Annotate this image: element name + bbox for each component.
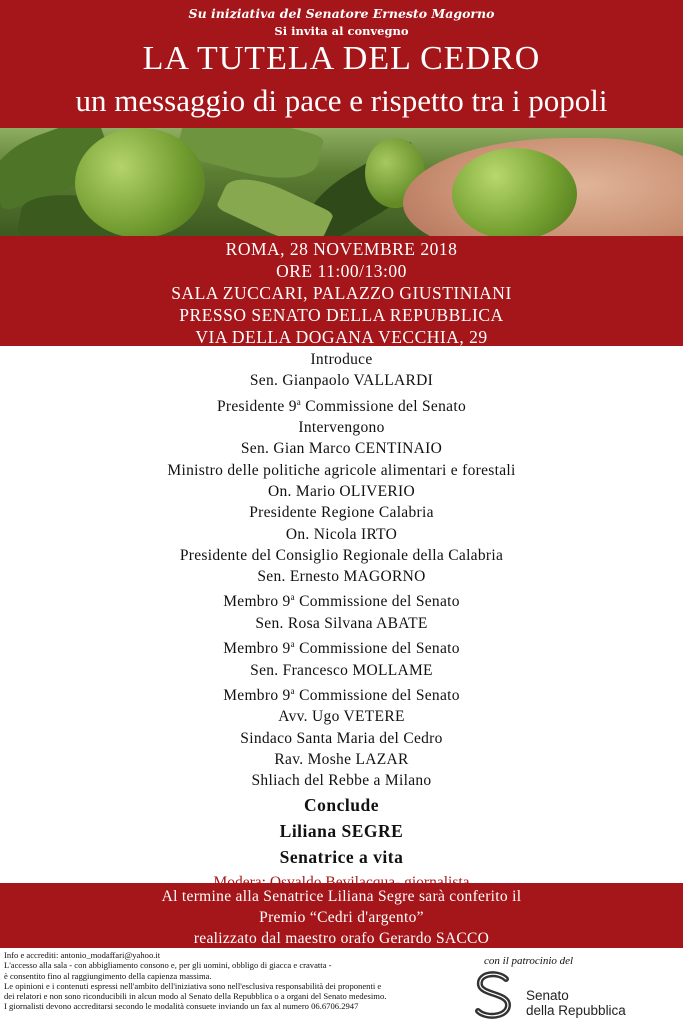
event-time: ORE 11:00/13:00	[276, 261, 407, 281]
role-segre: Senatrice a vita	[279, 846, 404, 867]
footer-note: I giornalisti devono accreditarsi secondo le modalità consuete inviando un fax al numero 06.6706.2947	[4, 1001, 359, 1012]
speaker-segre: Liliana SEGRE	[279, 820, 404, 841]
event-venue: PRESSO SENATO DELLA REPUBBLICA	[179, 305, 504, 325]
role-irto: Presidente del Consiglio Regionale della Calabria	[179, 546, 504, 564]
speaker-centinaio: Sen. Gian Marco CENTINAIO	[240, 440, 443, 458]
role-oliverio: Presidente Regione Calabria	[249, 504, 434, 522]
prize-line-2: Premio “Cedri d'argento”	[259, 909, 424, 926]
speaker-vetere: Avv. Ugo VETERE	[278, 708, 405, 726]
role-lazar: Shliach del Rebbe a Milano	[251, 772, 432, 790]
speaker-irto: On. Nicola IRTO	[285, 525, 398, 543]
role-centinaio: Ministro delle politiche agricole alimentari e forestali	[167, 461, 516, 479]
speaker-abate: Sen. Rosa Silvana ABATE	[255, 614, 428, 632]
speaker-oliverio: On. Mario OLIVERIO	[267, 482, 416, 500]
initiative-line: Su iniziativa del Senatore Ernesto Magorno	[188, 6, 495, 21]
speaker-mollame: Sen. Francesco MOLLAME	[250, 661, 433, 679]
footer-note: L'accesso alla sala - con abbigliamento consono e, per gli uomini, obbligo di giacca e cravatta -	[4, 960, 332, 971]
speaker-magorno: Sen. Ernesto MAGORNO	[257, 568, 426, 586]
role-abate: Membro 9$^a$ Commissione del Senato	[223, 639, 460, 658]
prize-line-1: Al termine alla Senatrice Liliana Segre sarà conferito il	[161, 888, 522, 905]
invite-line: Si invita al convegno	[274, 24, 409, 38]
prize-banner	[0, 883, 683, 948]
header-banner	[0, 0, 683, 128]
role-vetere: Sindaco Santa Maria del Cedro	[240, 729, 443, 747]
event-date: ROMA, 28 NOVEMBRE 2018	[225, 239, 458, 259]
footer-note: Le opinioni e i contenuti espressi nell'ambito dell'iniziativa sono nell'esclusiva responsabilità dei proponenti e	[4, 980, 382, 991]
interventions-label: Intervengono	[298, 419, 385, 437]
concludes-label: Conclude	[304, 794, 379, 815]
patronage-label: con il patrocinio del	[484, 955, 574, 967]
senate-s-logo-icon	[470, 969, 518, 1021]
role-mollame: Membro 9$^a$ Commissione del Senato	[223, 685, 460, 705]
introduce-label: Introduce	[310, 351, 373, 368]
event-title: LA TUTELA DEL CEDRO	[142, 40, 541, 77]
prize-line-3: realizzato dal maestro orafo Gerardo SACCO	[193, 930, 490, 947]
role-magorno: Membro 9$^a$ Commissione del Senato	[223, 592, 460, 611]
event-address: VIA DELLA DOGANA VECCHIA, 29	[195, 327, 488, 347]
speaker-vallardi: Sen. Gianpaolo VALLARDI	[249, 372, 434, 390]
event-details	[0, 236, 683, 346]
senate-name: Senato della Repubblica	[526, 988, 626, 1018]
footer-contact: Info e accrediti: antonio_modaffari@yahoo.it	[4, 950, 161, 960]
role-vallardi: Presidente 9$^a$ Commissione del Senato	[216, 396, 466, 415]
event-subtitle: un messaggio di pace e rispetto tra i popoli	[75, 83, 608, 118]
footer-note: dei relatori e non sono riconducibili in alcun modo al Senato della Repubblica o a organi del Senato medesimo.	[4, 991, 387, 1002]
event-room: SALA ZUCCARI, PALAZZO GIUSTINIANI	[171, 283, 512, 303]
footer-note: è consentito fino al raggiungimento della capienza massima.	[4, 970, 212, 981]
footer-notes	[4, 950, 474, 1012]
citron-photo	[0, 128, 683, 236]
patronage-block	[470, 955, 680, 1021]
program-list	[0, 349, 683, 894]
speaker-lazar: Rav. Moshe LAZAR	[274, 750, 409, 768]
